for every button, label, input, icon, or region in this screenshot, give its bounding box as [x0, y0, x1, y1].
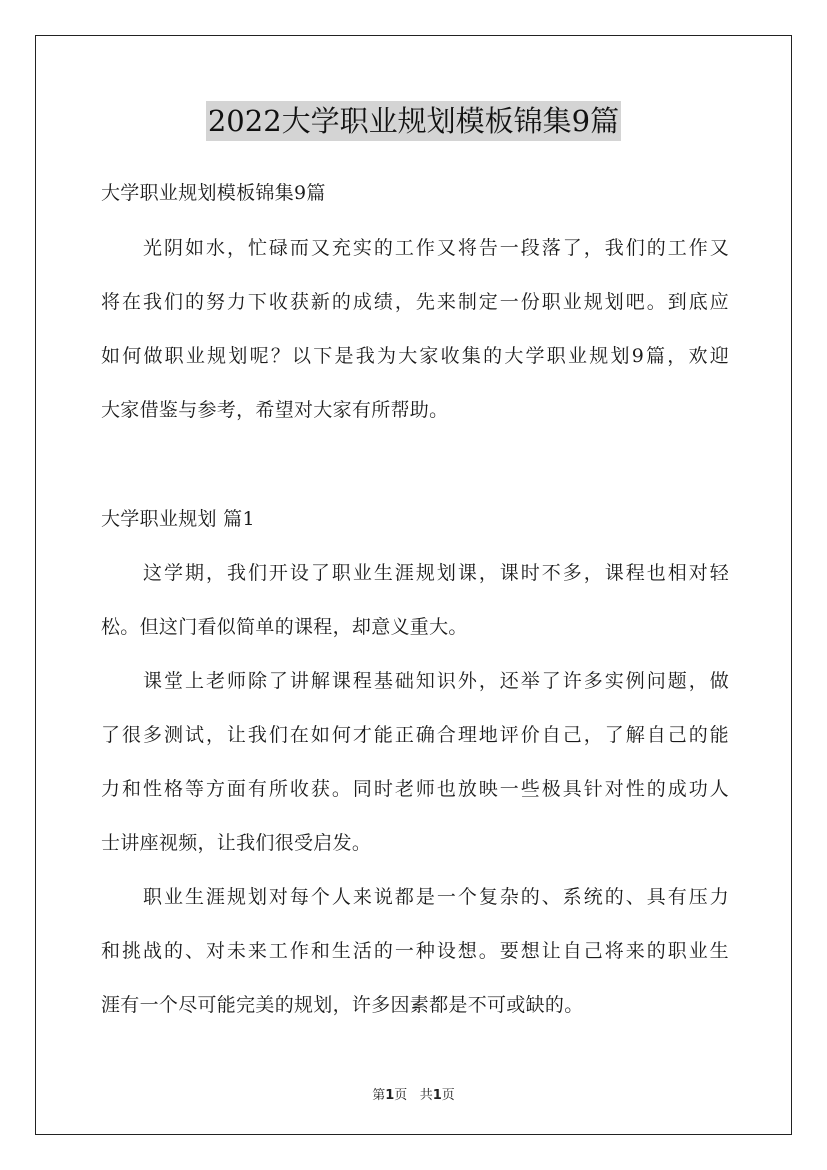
para2-line-2: 了很多测试，让我们在如何才能正确合理地评价自己，了解自己的能	[101, 724, 729, 746]
footer-total-prefix: 共	[419, 1088, 433, 1103]
footer-page-suffix: 页	[394, 1088, 408, 1103]
document-title: 2022大学职业规划模板锦集9篇	[206, 101, 621, 141]
footer-page-prefix: 第	[372, 1088, 386, 1103]
section-heading: 大学职业规划 篇1	[101, 508, 255, 530]
para3-line-3: 涯有一个尽可能完美的规划，许多因素都是不可或缺的。	[101, 994, 584, 1016]
footer-page-number: 1	[385, 1088, 395, 1103]
footer-total-pages: 1	[432, 1088, 442, 1103]
intro-line-2: 将在我们的努力下收获新的成绩，先来制定一份职业规划吧。到底应	[101, 291, 729, 313]
intro-line-1: 光阴如水，忙碌而又充实的工作又将告一段落了，我们的工作又	[143, 237, 729, 259]
footer-total-suffix: 页	[441, 1088, 455, 1103]
para2-line-1: 课堂上老师除了讲解课程基础知识外，还举了许多实例问题，做	[143, 670, 729, 692]
para3-line-1: 职业生涯规划对每个人来说都是一个复杂的、系统的、具有压力	[143, 886, 729, 908]
para3-line-2: 和挑战的、对未来工作和生活的一种设想。要想让自己将来的职业生	[101, 940, 729, 962]
page-footer	[0, 1084, 827, 1103]
para1-line-1: 这学期，我们开设了职业生涯规划课，课时不多，课程也相对轻	[143, 562, 729, 584]
para1-line-2: 松。但这门看似简单的课程，却意义重大。	[101, 616, 468, 638]
title-container	[0, 101, 827, 141]
document-subtitle: 大学职业规划模板锦集9篇	[101, 182, 326, 204]
para2-line-3: 力和性格等方面有所收获。同时老师也放映一些极具针对性的成功人	[101, 778, 729, 800]
intro-line-3: 如何做职业规划呢？以下是我为大家收集的大学职业规划9篇，欢迎	[101, 345, 729, 367]
para2-line-4: 士讲座视频，让我们很受启发。	[101, 832, 372, 854]
intro-line-4: 大家借鉴与参考，希望对大家有所帮助。	[101, 399, 449, 421]
